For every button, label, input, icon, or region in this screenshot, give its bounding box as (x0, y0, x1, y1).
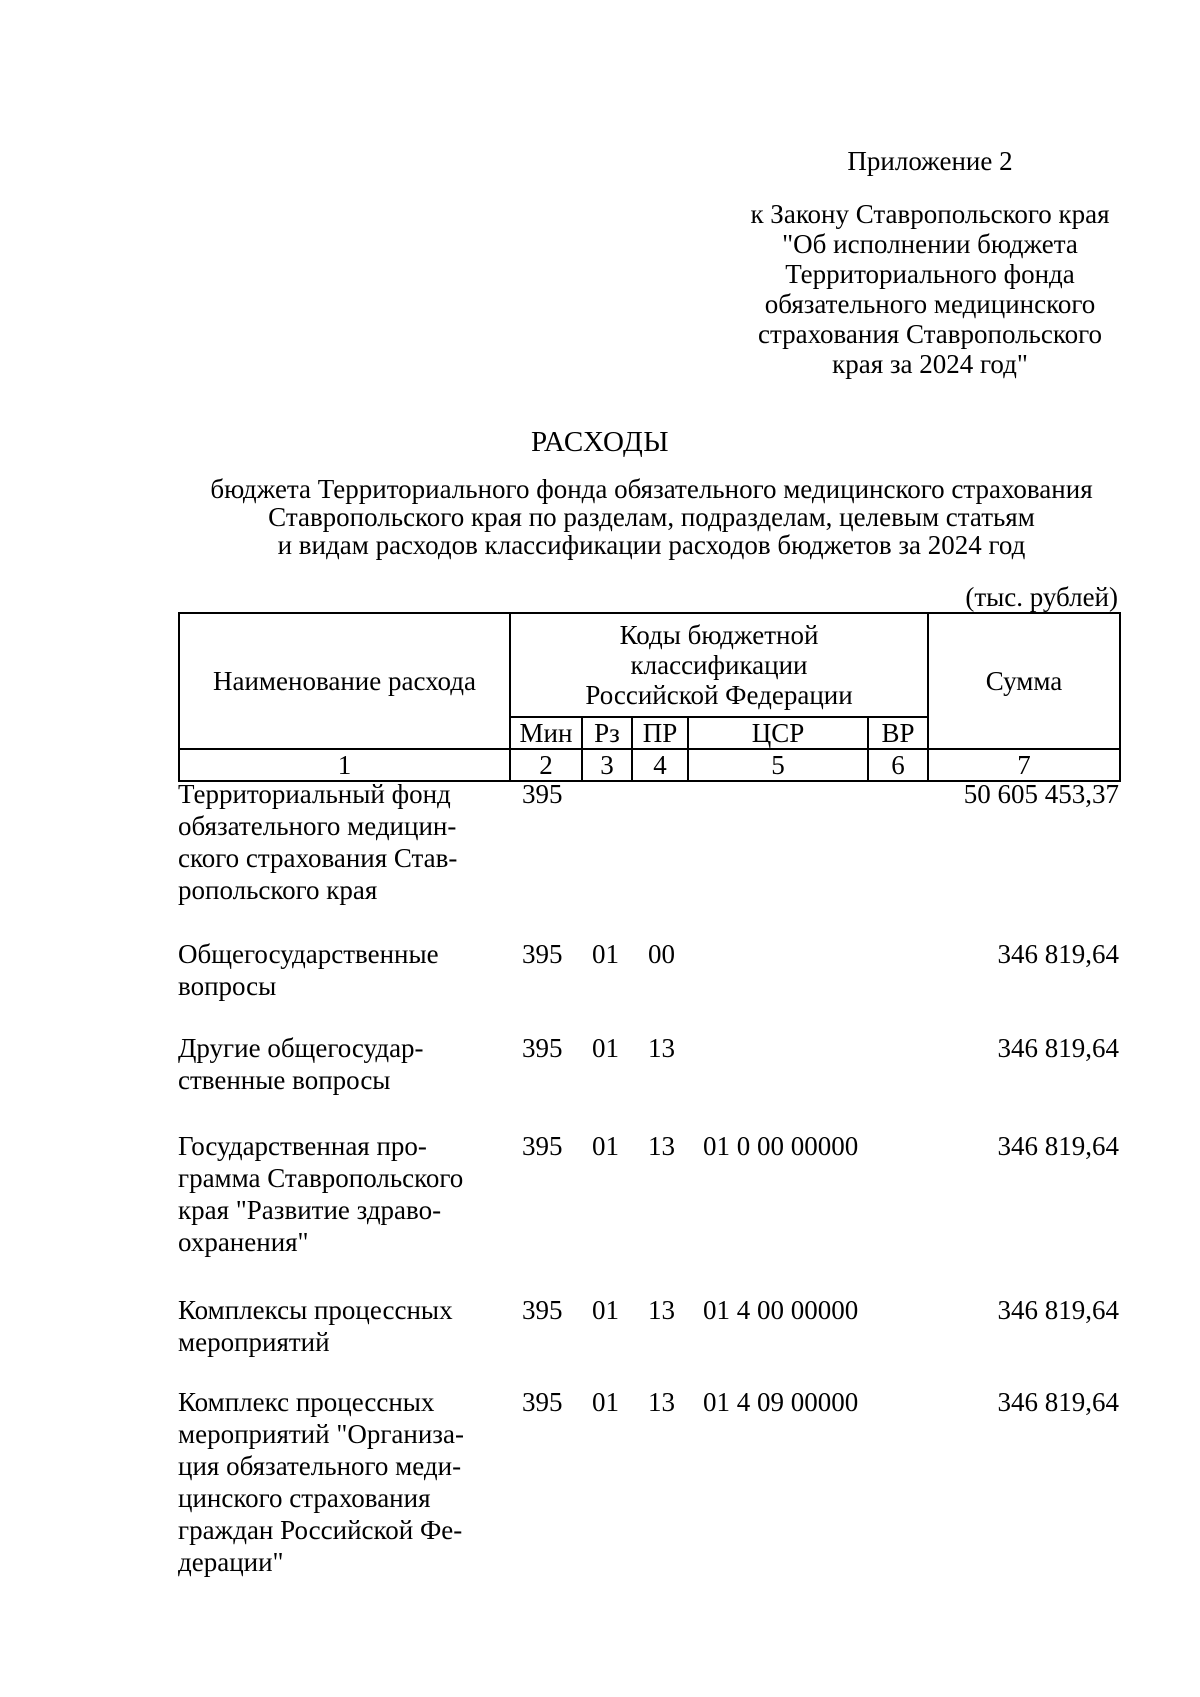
header-name: Наименование расхода (179, 613, 510, 749)
table-row (178, 1294, 1119, 1386)
row-sum: 50 605 453,37 (963, 779, 1119, 809)
header-code-min: Мин (510, 717, 582, 749)
subheading-line: Ставропольского края по разделам, подразделам, целевым статьям (268, 502, 1035, 532)
units-label: (тыс. рублей) (965, 582, 1118, 612)
appendix-law-line: страхования Ставропольского (757, 319, 1103, 349)
table-row (178, 778, 1119, 938)
subheading-line: бюджета Территориального фонда обязательного медицинского страхования (210, 474, 1093, 504)
header-code-csr: ЦСР (688, 717, 868, 749)
header-codes-line: классификации (630, 650, 808, 680)
row-min: 395 (522, 1131, 563, 1161)
row-name-line: Комплекс процессных (178, 1387, 435, 1417)
header-number: 1 (179, 749, 510, 781)
header-codes-line: Российской Федерации (585, 680, 853, 710)
row-name (178, 778, 483, 906)
expenses-table-header (178, 612, 1121, 782)
row-name (178, 1130, 483, 1258)
appendix-law-line: к Закону Ставропольского края (750, 199, 1110, 229)
row-sum: 346 819,64 (997, 1033, 1119, 1063)
header-sum: Сумма (928, 613, 1120, 749)
row-name-line: грамма Ставропольского (178, 1163, 464, 1193)
document-heading: РАСХОДЫ (530, 426, 670, 458)
header-number: 4 (632, 749, 688, 781)
row-name (178, 1294, 483, 1358)
header-code-vr: ВР (868, 717, 928, 749)
row-rz: 01 (592, 1387, 619, 1417)
row-pr: 13 (648, 1295, 675, 1325)
row-name-line: ция обязательного меди- (178, 1451, 462, 1481)
row-name (178, 1386, 483, 1578)
row-name-line: вопросы (178, 971, 277, 1001)
header-number: 2 (510, 749, 582, 781)
row-sum: 346 819,64 (997, 1387, 1119, 1417)
row-min: 395 (522, 1387, 563, 1417)
row-pr: 13 (648, 1033, 675, 1063)
row-rz: 01 (592, 939, 619, 969)
row-rz: 01 (592, 1295, 619, 1325)
row-name-line: дерации" (178, 1547, 284, 1577)
table-row (178, 1386, 1119, 1586)
table-row (178, 938, 1119, 1032)
row-name-line: обязательного медицин- (178, 811, 457, 841)
header-codes-group (510, 613, 928, 717)
row-name-line: Общегосударственные (178, 939, 439, 969)
header-number: 7 (928, 749, 1120, 781)
row-csr: 01 4 00 00000 (703, 1295, 859, 1325)
subheading-line: и видам расходов классификации расходов бюджетов за 2024 год (277, 530, 1026, 560)
row-name (178, 938, 483, 1002)
header-number: 6 (868, 749, 928, 781)
header-code-rz: Рз (582, 717, 632, 749)
row-pr: 13 (648, 1387, 675, 1417)
appendix-law-line: обязательного медицинского (764, 289, 1096, 319)
appendix-law-line: "Об исполнении бюджета (782, 229, 1078, 259)
header-number: 3 (582, 749, 632, 781)
row-name-line: цинского страхования (178, 1483, 431, 1513)
row-min: 395 (522, 939, 563, 969)
row-name-line: ственные вопросы (178, 1065, 391, 1095)
row-name-line: охранения" (178, 1227, 309, 1257)
appendix-law-reference (700, 199, 1160, 379)
expenses-table-body (178, 778, 1119, 1586)
row-csr: 01 4 09 00000 (703, 1387, 859, 1417)
row-sum: 346 819,64 (997, 1131, 1119, 1161)
table-row (178, 1032, 1119, 1130)
row-sum: 346 819,64 (997, 939, 1119, 969)
row-name-line: мероприятий (178, 1327, 330, 1357)
row-name-line: Государственная про- (178, 1131, 427, 1161)
row-name-line: Другие общегосудар- (178, 1033, 424, 1063)
row-name-line: граждан Российской Фе- (178, 1515, 463, 1545)
appendix-title: Приложение 2 (847, 146, 1013, 176)
row-rz: 01 (592, 1131, 619, 1161)
appendix-law-line: края за 2024 год" (832, 349, 1028, 379)
header-number: 5 (688, 749, 868, 781)
row-sum: 346 819,64 (997, 1295, 1119, 1325)
header-code-pr: ПР (632, 717, 688, 749)
row-name-line: Территориальный фонд (178, 779, 451, 809)
row-name (178, 1032, 483, 1096)
row-name-line: Комплексы процессных (178, 1295, 453, 1325)
row-rz: 01 (592, 1033, 619, 1063)
row-min: 395 (522, 779, 563, 809)
header-codes-line: Коды бюджетной (619, 620, 819, 650)
row-name-line: края "Развитие здраво- (178, 1195, 442, 1225)
row-csr: 01 0 00 00000 (703, 1131, 859, 1161)
document-subheading (120, 475, 1183, 559)
table-row (178, 1130, 1119, 1294)
row-pr: 13 (648, 1131, 675, 1161)
row-name-line: ропольского края (178, 875, 378, 905)
row-name-line: мероприятий "Организа- (178, 1419, 464, 1449)
row-min: 395 (522, 1295, 563, 1325)
row-name-line: ского страхования Став- (178, 843, 458, 873)
row-pr: 00 (648, 939, 675, 969)
appendix-law-line: Территориального фонда (785, 259, 1075, 289)
row-min: 395 (522, 1033, 563, 1063)
